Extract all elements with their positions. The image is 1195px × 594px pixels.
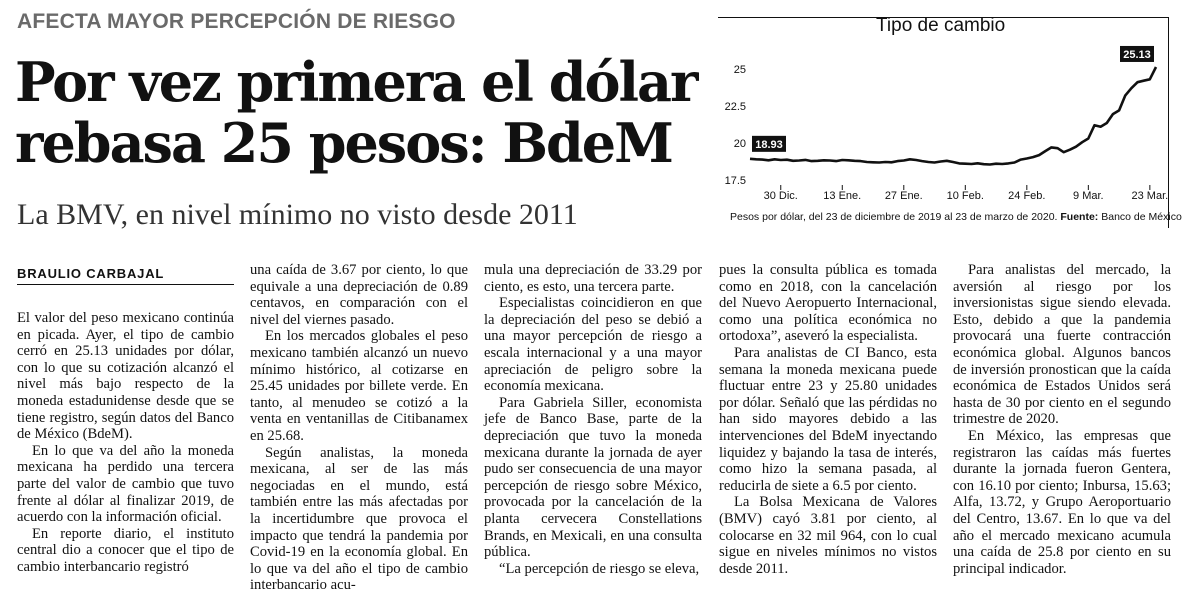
paragraph: mula una depreciación de 33.29 por ciento, es esto, una tercera parte. [484, 262, 702, 295]
paragraph: En los mercados globales el peso mexicano también alcanzó un nuevo mínimo histórico, al cotizarse en 25.45 unidades por billete verde. En tanto, al menudeo se cotizó a la venta en ventanillas de Citibanamex en 25.68. [250, 328, 468, 444]
y-tick-label: 25 [733, 63, 746, 76]
headline-line-2: rebasa 25 pesos: BdeM [15, 111, 672, 175]
paragraph: La Bolsa Mexicana de Valores (BMV) cayó 3.81 por ciento, al colocarse en 32 mil 964, con lo cual sigue en niveles mínimos no vistos desde 2011. [719, 494, 937, 577]
headline [15, 52, 715, 174]
y-tick-label: 20 [733, 137, 746, 150]
subhead: La BMV, en nivel mínimo no visto desde 2011 [17, 198, 578, 231]
headline-line-1: Por vez primera el dólar [15, 50, 697, 114]
start-value-label: 18.93 [755, 138, 783, 151]
chart-source-label: Fuente: [1060, 211, 1099, 223]
paragraph: En lo que va del año la moneda mexicana ha perdido una tercera parte del valor de cambio que tuvo frente al dólar al finalizar 2019, de acuerdo con la información oficial. [17, 442, 234, 526]
exchange-rate-line [750, 67, 1156, 165]
x-tick-label: 13 Ene. [823, 190, 862, 202]
y-tick-label: 22.5 [724, 100, 746, 113]
kicker: AFECTA MAYOR PERCEPCIÓN DE RIESGO [17, 10, 456, 33]
x-tick-label: 24 Feb. [1008, 190, 1046, 202]
paragraph: Para Gabriela Siller, economista jefe de Banco Base, parte de la depreciación que tuvo la moneda mexicana durante la jornada de ayer pudo ser consecuencia de una mayor percepción de riesgo sobre México, provocada por la cancelación de la planta cervecera Constellations Brands, en Mexicali, en una consulta pública. [484, 394, 702, 561]
chart-caption [730, 211, 1182, 223]
paragraph: En México, las empresas que registraron las caídas más fuertes durante la jornada fueron Gentera, con 16.10 por ciento; Inbursa, 15.63; Alfa, 13.72, y Grupo Aeroportuario del Centro, 13.67. En lo que va del año el mercado mexicano acumula una caída de 25.8 por ciento en su principal indicador. [953, 427, 1171, 577]
paragraph: Para analistas del mercado, la aversión al riesgo por los inversionistas sigue siendo elevada. Esto, debido a que la pandemia provocará una fuerte contracción económica global. Algunos bancos de inversión pronostican que la caída económica de Estados Unidos será hasta de 30 por ciento en el segundo trimestre de 2020. [953, 262, 1171, 428]
x-tick-label: 23 Mar. [1131, 190, 1168, 202]
byline: BRAULIO CARBAJAL [17, 266, 234, 285]
article-column-2 [250, 262, 468, 594]
article-column-5 [953, 262, 1171, 577]
paragraph: En reporte diario, el instituto central dio a conocer que el tipo de cambio interbancario registró [17, 525, 234, 575]
chart-caption-text: Pesos por dólar, del 23 de diciembre de 2019 al 23 de marzo de 2020. [730, 211, 1058, 223]
article-column-1 [17, 310, 234, 576]
exchange-rate-chart [718, 15, 1182, 228]
end-value-label: 25.13 [1123, 48, 1151, 61]
x-tick-label: 27 Ene. [884, 190, 923, 202]
paragraph: Según analistas, la moneda mexicana, al ser de las más negociadas en el mundo, está también entre las más afectadas por la incertidumbre que provoca el impacto que tendrá la pandemia por Covid-19 en la economía global. En lo que va del año el tipo de cambio interbancario acu- [250, 444, 468, 594]
chart-title: Tipo de cambio [876, 15, 1006, 36]
article-column-3 [484, 262, 702, 577]
x-tick-label: 30 Dic. [763, 190, 798, 202]
chart-plot [718, 18, 1168, 228]
y-tick-label: 17.5 [724, 175, 746, 188]
paragraph: Para analistas de CI Banco, esta semana la moneda mexicana puede fluctuar entre 23 y 25.80 unidades por dólar. Señaló que las pérdidas no han sido mayores debido a las intervenciones del BdeM inyectando liquidez y bajando la tasa de interés, como hizo la semana pasada, al reducirla de siete a 6.5 por ciento. [719, 344, 937, 494]
paragraph: una caída de 3.67 por ciento, lo que equivale a una depreciación de 0.89 centavos, en comparación con el nivel del viernes pasado. [250, 262, 468, 328]
paragraph: “La percepción de riesgo se eleva, [499, 560, 700, 577]
paragraph: Especialistas coincidieron en que la depreciación del peso se debió a una mayor percepción de riesgo a escala internacional y a una mayor apreciación de peligro sobre la economía mexicana. [484, 295, 702, 395]
article-column-4 [719, 262, 937, 577]
chart-source: Banco de México [1101, 211, 1182, 223]
x-tick-label: 9 Mar. [1073, 190, 1104, 202]
x-tick-label: 10 Feb. [946, 190, 984, 202]
paragraph: pues la consulta pública es tomada como en 2018, con la cancelación del Nuevo Aeropuerto Internacional, como una política económica no ortodoxa”, aseveró la especialista. [719, 262, 937, 345]
paragraph: El valor del peso mexicano continúa en picada. Ayer, el tipo de cambio cerró en 25.13 unidades por dólar, con lo que su cotización alcanzó el nivel más bajo respecto de la moneda estadunidense desde que se tiene registro, según datos del Banco de México (BdeM). [17, 310, 234, 443]
